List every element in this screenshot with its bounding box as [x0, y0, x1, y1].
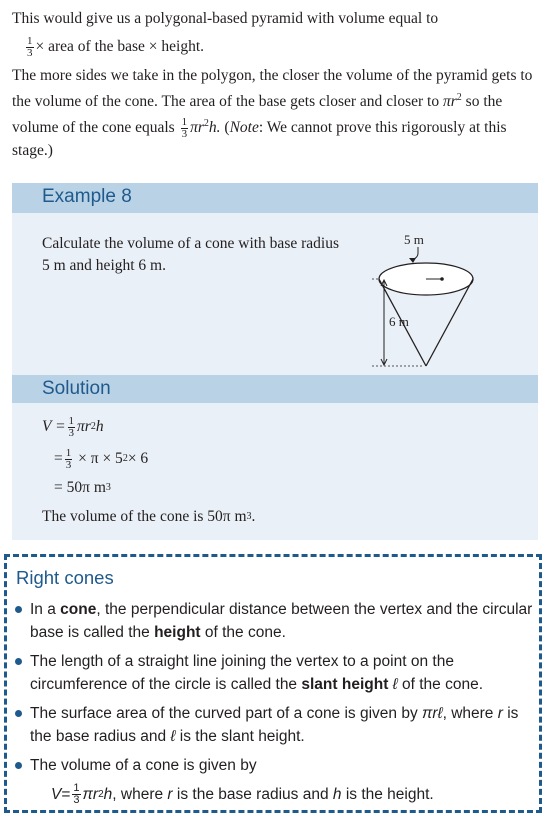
height-label: 6 m: [389, 314, 409, 329]
solution-step-2: = $\frac{1}{3}$ × π × 5 2 × 6: [54, 446, 149, 471]
solution-heading-band: [12, 375, 538, 403]
intro-paragraph-2: The more sides we take in the polygon, the closer the volume of the pyramid gets to the volume of the cone. The area of the base gets closer and closer to $\pi r^2$ so the volume of the cone equals $\frac{1}{3}$ $\pi r^2h$. (Note: We cannot prove this rigorously at this stage.): [12, 67, 533, 160]
solution-step-1: V = $\frac{1}{3}$ πr 2 h: [42, 414, 104, 439]
intro-line-1: This would give us a polygonal-based pyramid with volume equal to: [12, 10, 439, 27]
bullet-surface-area: The surface area of the curved part of a cone is given by πrℓ, where r is the base radius and ℓ is the slant height.: [13, 702, 533, 748]
radius-label: 5 m: [404, 232, 424, 247]
bullet-volume: The volume of a cone is given by V = $\frac{1}{3}$ πr 2 h , where r is the base radius and h is the height.: [13, 754, 533, 806]
centre-dot: [440, 277, 444, 281]
intro-text: [12, 8, 542, 162]
bullet-slant-height: The length of a straight line joining the vertex to a point on the circumference of the circle is called the slant height ℓ of the cone.: [13, 650, 533, 696]
example-box: [12, 183, 538, 540]
example-question: Calculate the volume of a cone with base radius 5 m and height 6 m.: [42, 235, 339, 274]
cone-diagram: [362, 223, 482, 373]
solution-step-3: = 50π m 3: [54, 479, 111, 496]
right-cones-title: Right cones: [16, 567, 114, 588]
bullet-cone-height: In a cone, the perpendicular distance between the vertex and the circular base is called the height of the cone.: [13, 598, 533, 644]
example-heading: Example 8: [42, 186, 132, 207]
solution-conclusion: The volume of the cone is 50π m 3 .: [42, 508, 256, 525]
solution-heading: Solution: [42, 378, 111, 399]
example-heading-band: [12, 183, 538, 213]
volume-formula: V = $\frac{1}{3}$ πr 2 h , where r is the base radius and h is the height.: [51, 782, 434, 806]
right-cones-list: [13, 598, 533, 812]
solution-steps: [42, 411, 255, 533]
radius-pointer-head: [409, 258, 416, 263]
right-cones-box: [4, 554, 542, 813]
one-third-fraction: $\frac{1}{3}$: [27, 35, 33, 59]
intro-formula-line: $\frac{1}{3}$ × area of the base × height.: [27, 35, 205, 59]
